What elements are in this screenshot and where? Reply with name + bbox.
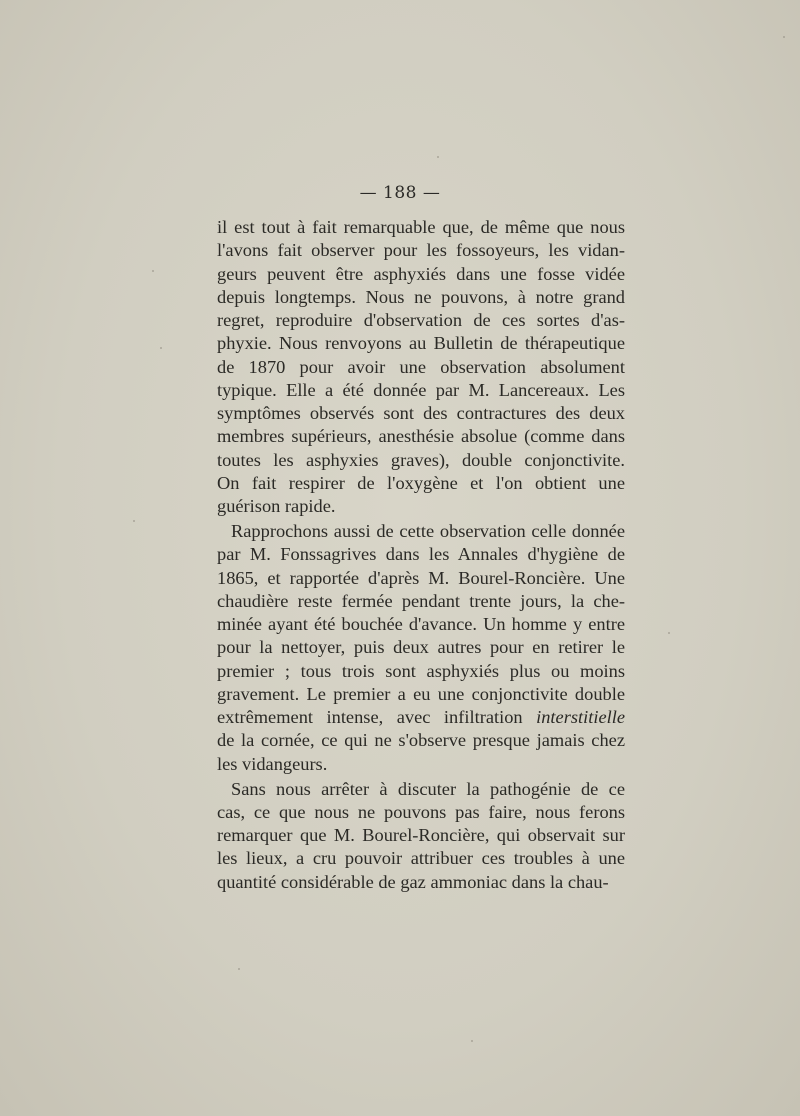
paragraph-2 bbox=[217, 520, 625, 776]
text-line: premier ; tous trois sont asphyxiés plus ou moins bbox=[217, 660, 625, 681]
page-number: — 188 — bbox=[359, 183, 441, 203]
paragraph-1 bbox=[217, 216, 625, 518]
scan-speck bbox=[437, 156, 439, 158]
scan-speck bbox=[783, 36, 785, 38]
text-line: Rapprochons aussi de cette observation celle donnée bbox=[231, 521, 625, 541]
text-line: gravement. Le premier a eu une conjonctivite double bbox=[217, 683, 625, 704]
scan-speck bbox=[133, 520, 135, 522]
text-line: les vidangeurs. bbox=[217, 753, 328, 774]
italic-term: interstitielle bbox=[536, 707, 625, 727]
scan-speck bbox=[471, 1040, 473, 1042]
body-text bbox=[217, 216, 625, 894]
text-line: membres supérieurs, anesthésie absolue (comme dans bbox=[217, 426, 625, 447]
text-line: les lieux, a cru pouvoir attribuer ces troubles à une bbox=[217, 848, 625, 869]
text-line: il est tout à fait remarquable que, de même que nous bbox=[217, 217, 625, 237]
text-line: geurs peuvent être asphyxiés dans une fosse vidée bbox=[217, 263, 625, 284]
text-line: remarquer que M. Bourel-Roncière, qui observait sur bbox=[217, 825, 625, 845]
text-line: Sans nous arrêter à discuter la pathogénie de ce bbox=[231, 778, 625, 799]
text-line: typique. Elle a été donnée par M. Lancereaux. Les bbox=[217, 379, 625, 400]
scan-speck bbox=[238, 968, 240, 970]
text-line: guérison rapide. bbox=[217, 496, 336, 516]
scan-speck bbox=[152, 270, 154, 272]
text-line: par M. Fonssagrives dans les Annales d'hygiène de bbox=[217, 544, 625, 565]
text-line: pour la nettoyer, puis deux autres pour en retirer le bbox=[217, 637, 625, 658]
text-line: de la cornée, ce qui ne s'observe presque jamais chez bbox=[217, 730, 625, 751]
text-line: l'avons fait observer pour les fossoyeurs, les vidan- bbox=[217, 240, 625, 261]
text-line: chaudière reste fermée pendant trente jours, la che- bbox=[217, 590, 625, 611]
text-line: depuis longtemps. Nous ne pouvons, à notre grand bbox=[217, 286, 625, 307]
text-line: On fait respirer de l'oxygène et l'on obtient une bbox=[217, 472, 625, 493]
text-line: toutes les asphyxies graves), double conjonctivite. bbox=[217, 449, 625, 470]
text-line: minée ayant été bouchée d'avance. Un homme y entre bbox=[217, 614, 625, 634]
text-line: extrêmement intense, avec infiltration interstitielle bbox=[217, 707, 625, 727]
text-line: quantité considérable de gaz ammoniac dans la chau- bbox=[217, 871, 609, 892]
paragraph-3 bbox=[217, 778, 625, 894]
text-line: symptômes observés sont des contractures des deux bbox=[217, 403, 625, 423]
scan-speck bbox=[668, 632, 670, 634]
text-line: de 1870 pour avoir une observation absolument bbox=[217, 356, 625, 377]
text-line: cas, ce que nous ne pouvons pas faire, nous ferons bbox=[217, 801, 625, 822]
text-line: phyxie. Nous renvoyons au Bulletin de thérapeutique bbox=[217, 333, 625, 354]
text-line: 1865, et rapportée d'après M. Bourel-Roncière. Une bbox=[217, 567, 625, 588]
scan-speck bbox=[160, 347, 162, 349]
text-line: regret, reproduire d'observation de ces sortes d'as- bbox=[217, 310, 625, 330]
